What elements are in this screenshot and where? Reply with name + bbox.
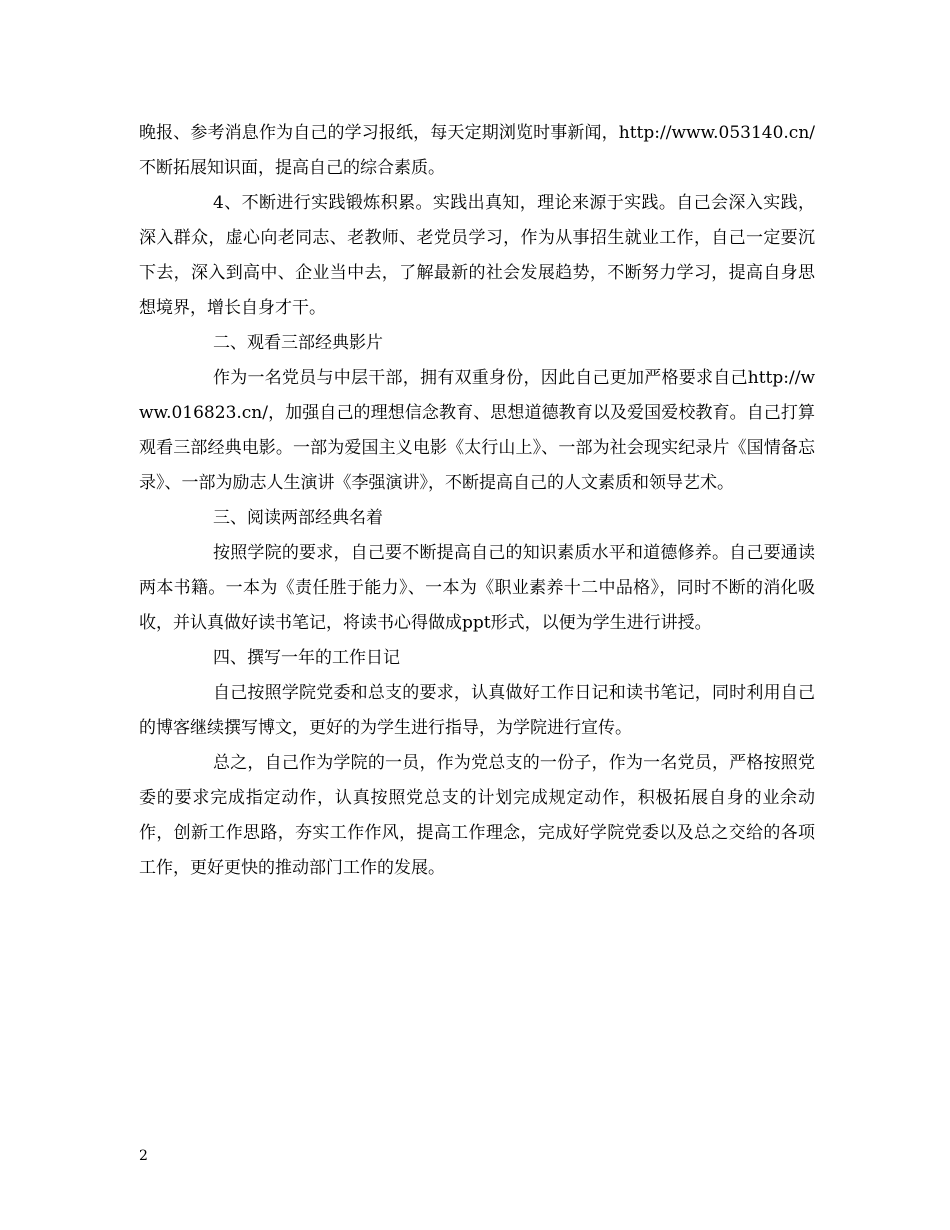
body-text bbox=[139, 116, 815, 886]
section-heading-diary: 四、撰写一年的工作日记 bbox=[213, 648, 400, 668]
paragraph-films: 作为一名党员与中层干部，拥有双重身份，因此自己更加严格要求自己http://www.016823.cn/，加强自己的理想信念教育、思想道德教育以及爱国爱校教育。自己打算观看三部经典电影。一部为爱国主义电影《太行山上》、一部为社会现实纪录片《国情备忘录》、一部为励志人生演讲《李强演讲》，不断提高自己的人文素质和领导艺术。 bbox=[139, 368, 815, 493]
paragraph-books: 按照学院的要求，自己要不断提高自己的知识素质水平和道德修养。自己要通读两本书籍。一本为《责任胜于能力》、一本为《职业素养十二中品格》，同时不断的消化吸收，并认真做好读书笔记，将读书心得做成ppt形式，以便为学生进行讲授。 bbox=[139, 543, 815, 633]
paragraph-conclusion: 总之，自己作为学院的一员，作为党总支的一份子，作为一名党员，严格按照党委的要求完成指定动作，认真按照党总支的计划完成规定动作，积极拓展自身的业余动作，创新工作思路，夯实工作作风，提高工作理念，完成好学院党委以及总之交给的各项工作，更好更快的推动部门工作的发展。 bbox=[139, 753, 815, 878]
section-heading-books: 三、阅读两部经典名着 bbox=[213, 508, 383, 528]
paragraph-diary: 自己按照学院党委和总支的要求，认真做好工作日记和读书笔记，同时利用自己的博客继续撰写博文，更好的为学生进行指导，为学院进行宣传。 bbox=[139, 683, 815, 738]
paragraph-practice: 4、不断进行实践锻炼积累。实践出真知，理论来源于实践。自己会深入实践，深入群众，虚心向老同志、老教师、老党员学习，作为从事招生就业工作，自己一定要沉下去，深入到高中、企业当中去，了解最新的社会发展趋势，不断努力学习，提高自身思想境界，增长自身才干。 bbox=[139, 193, 815, 318]
paragraph-continuation: 晚报、参考消息作为自己的学习报纸，每天定期浏览时事新闻，http://www.053140.cn/不断拓展知识面，提高自己的综合素质。 bbox=[139, 123, 815, 178]
section-heading-films: 二、观看三部经典影片 bbox=[213, 333, 383, 353]
page-number: 2 bbox=[139, 1148, 148, 1164]
